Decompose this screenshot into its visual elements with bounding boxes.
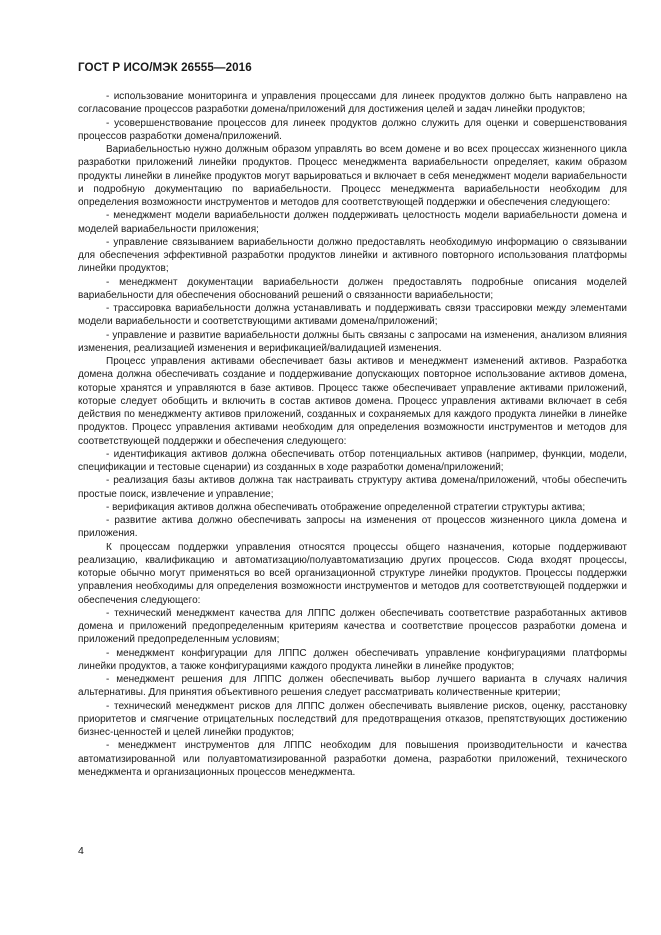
paragraph: - менеджмент конфигурации для ЛППС должен обеспечивать управление конфигурациями платформы линейки продуктов, а также конфигурациями каждого продукта линейки в линейке продуктов; <box>78 647 627 672</box>
document-header: ГОСТ Р ИСО/МЭК 26555—2016 <box>78 61 252 74</box>
paragraph: - усовершенствование процессов для линеек продуктов должно служить для оценки и совершенствования процессов разработки домена/приложений. <box>78 117 627 142</box>
paragraph: - технический менеджмент рисков для ЛППС должен обеспечивать выявление рисков, оценку, расстановку приоритетов и смягчение отрицательных последствий для предотвращения отказов, препятствующих достижению бизнес-ценностей и целей линейки продуктов; <box>78 700 627 738</box>
paragraph: - управление и развитие вариабельности должны быть связаны с запросами на изменения, анализом влияния изменения, реализацией изменения и верификацией/валидацией изменения. <box>78 329 627 354</box>
paragraph: - идентификация активов должна обеспечивать отбор потенциальных активов (например, функции, модели, спецификации и тестовые сценарии) из созданных в ходе разработки домена/приложений; <box>78 448 627 473</box>
paragraph: К процессам поддержки управления относятся процессы общего назначения, которые поддерживают реализацию, квалификацию и автоматизацию/полуавтоматизацию других процессов. Сюда входят процессы, которые обычно могут применяться во всей организационной структуре линейки продуктов. Процессы поддержки управления необходимы для определения возможности инструментов и методов для соответствующей поддержки и обеспечения следующего: <box>78 541 627 606</box>
page-number: 4 <box>78 845 84 857</box>
paragraph: - управление связыванием вариабельности должно предоставлять необходимую информацию о связывании для обеспечения эффективной разработки продуктов линейки и активного повторного использования платформы линейки продуктов; <box>78 236 627 275</box>
paragraph: Вариабельностью нужно должным образом управлять во всем домене и во всех процессах жизненного цикла разработки приложений линейки продуктов. Процесс менеджмента вариабельности определяет, каким образом продукты линейки в линейке продуктов могут варьироваться и включает в себя менеджмент модели вариабельности и подробную документацию по вариабельности. Процесс менеджмента вариабельности необходим для определения возможности инструментов и методов для соответствующей поддержки и обеспечения следующего: <box>78 144 627 208</box>
paragraph: - использование мониторинга и управления процессами для линеек продуктов должно быть направлено на согласование процессов разработки домена/приложений для достижения целей и задач линейки продуктов; <box>78 91 627 116</box>
paragraph: - трассировка вариабельности должна устанавливать и поддерживать связи трассировки между элементами модели вариабельности и соответствующими активами домена/приложений; <box>78 303 627 328</box>
paragraph: - реализация базы активов должна так настраивать структуру актива домена/приложений, чтобы обеспечить простые поиск, извлечение и управление; <box>78 475 627 500</box>
document-body <box>78 90 627 779</box>
paragraph: - технический менеджмент качества для ЛППС должен обеспечивать соответствие разработанных активов домена и приложений предопределенным критериям качества и соответствие процессов разработки домена и приложений предопределенным условиям; <box>78 607 627 646</box>
paragraph: - развитие актива должно обеспечивать запросы на изменения от процессов жизненного цикла домена и приложения. <box>78 515 627 540</box>
paragraph: - менеджмент решения для ЛППС должен обеспечивать выбор лучшего варианта в случаях наличия альтернативы. Для принятия объективного решения следует рассматривать количественные критерии; <box>78 674 627 699</box>
paragraph: - менеджмент документации вариабельности должен предоставлять подробные описания моделей вариабельности для обеспечения обоснований решений о связанности вариабельности; <box>78 276 627 301</box>
paragraph: Процесс управления активами обеспечивает базы активов и менеджмент изменений активов. Разработка домена должна обеспечивать создание и поддерживание допускающих повторное использование активов домена, которые хранятся и управляются в базе активов. Процесс также обеспечивает управление активами приложений, которые следует обобщить и включить в состав активов домена. Процесс управления активами включает в себя действия по менеджменту активов приложений, созданных и сохраняемых для каждого продукта линейки в линейке продуктов. Процесс управления активами необходим для определения возможности инструментов и методов для соответствующей поддержки и обеспечения следующего: <box>78 356 627 447</box>
paragraph: - менеджмент модели вариабельности должен поддерживать целостность модели вариабельности домена и моделей вариабельности приложения; <box>78 210 627 235</box>
paragraph: - верификация активов должна обеспечивать отображение определенной стратегии структуры актива; <box>106 501 586 513</box>
paragraph: - менеджмент инструментов для ЛППС необходим для повышения производительности и качества автоматизированной или полуавтоматизированной разработки домена, разработки приложений, технического менеджмента и организационных процессов менеджмента. <box>78 740 627 778</box>
